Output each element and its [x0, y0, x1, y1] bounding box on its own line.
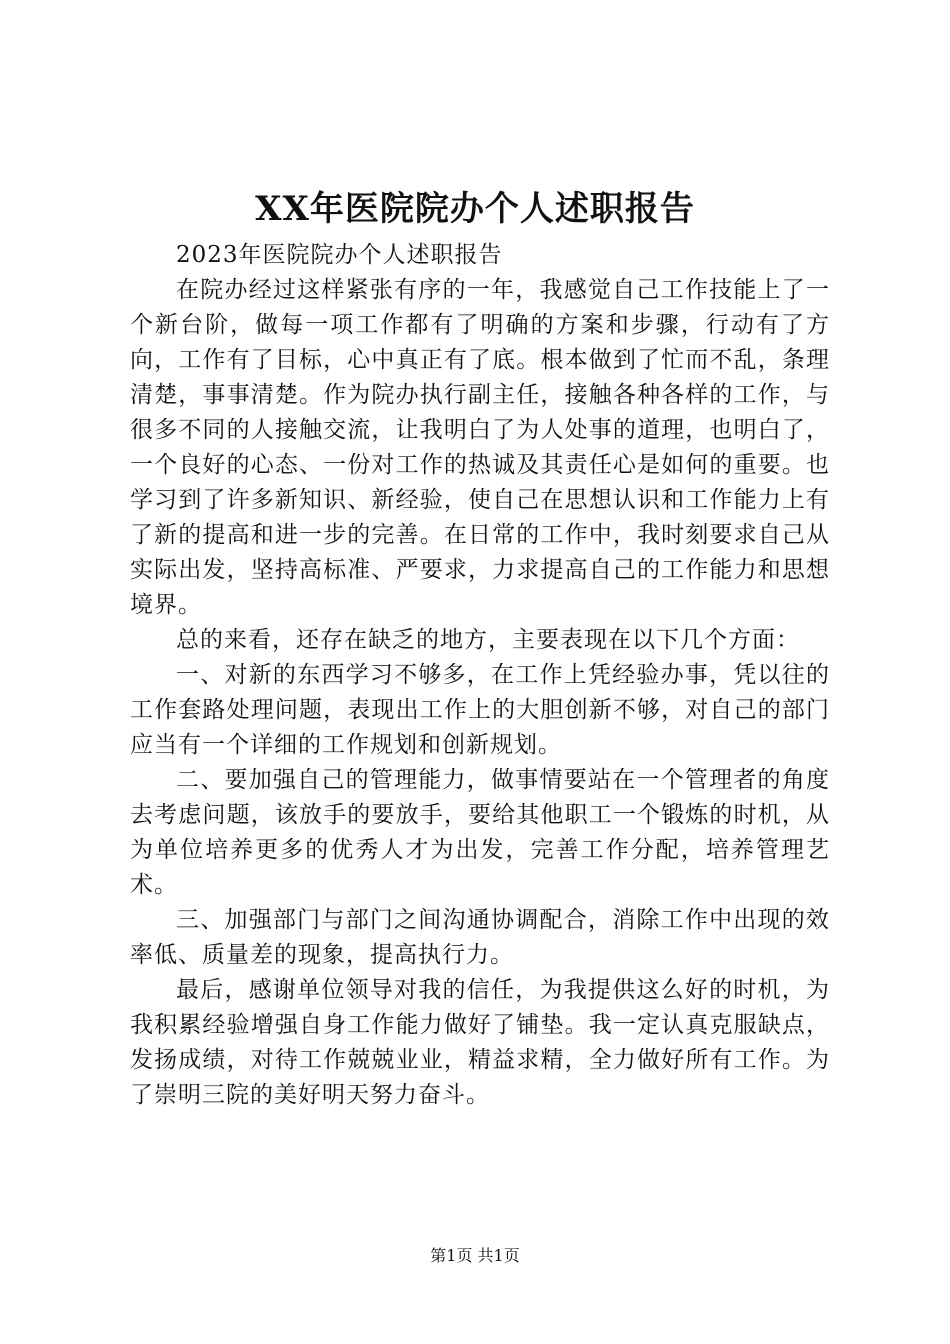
paragraph-shortcomings: 总的来看，还存在缺乏的地方，主要表现在以下几个方面：: [176, 627, 800, 653]
paragraph-point-two: 二、要加强自己的管理能力，做事情要站在一个管理者的角度去考虑问题，该放手的要放手，要给其他职工一个锻炼的时机，从为单位培养更多的优秀人才为出发，完善工作分配，培养管理艺术。: [130, 767, 830, 898]
page-footer: 第1页 共1页: [430, 1246, 520, 1265]
document-body: [130, 238, 830, 1113]
document-title: XX年医院院办个人述职报告: [255, 189, 695, 229]
paragraph-point-three: 三、加强部门与部门之间沟通协调配合，消除工作中出现的效率低、质量差的现象，提高执行力。: [130, 907, 830, 968]
paragraph-subtitle: 2023年医院院办个人述职报告: [176, 242, 503, 268]
paragraph-closing: 最后，感谢单位领导对我的信任，为我提供这么好的时机，为我积累经验增强自身工作能力做好了铺垫。我一定认真克服缺点，发扬成绩，对待工作兢兢业业，精益求精，全力做好所有工作。为了崇明三院的美好明天努力奋斗。: [130, 977, 830, 1108]
paragraph-intro: 在院办经过这样紧张有序的一年，我感觉自己工作技能上了一个新台阶，做每一项工作都有了明确的方案和步骤，行动有了方向，工作有了目标，心中真正有了底。根本做到了忙而不乱，条理清楚，事事清楚。作为院办执行副主任，接触各种各样的工作，与很多不同的人接触交流，让我明白了为人处事的道理，也明白了，一个良好的心态、一份对工作的热诚及其责任心是如何的重要。也学习到了许多新知识、新经验，使自己在思想认识和工作能力上有了新的提高和进一步的完善。在日常的工作中，我时刻要求自己从实际出发，坚持高标准、严要求，力求提高自己的工作能力和思想境界。: [130, 277, 830, 618]
paragraph-point-one: 一、对新的东西学习不够多，在工作上凭经验办事，凭以往的工作套路处理问题，表现出工作上的大胆创新不够，对自己的部门应当有一个详细的工作规划和创新规划。: [130, 662, 830, 758]
